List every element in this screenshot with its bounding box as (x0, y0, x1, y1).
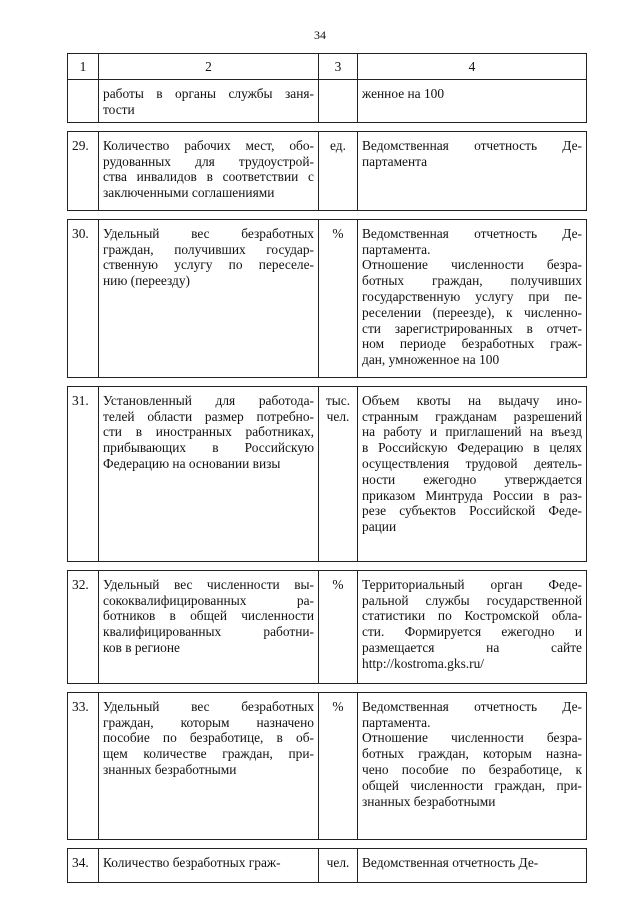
row-gap-cell (99, 683, 319, 692)
indicator-name-line: Федерацию на основании визы (103, 455, 281, 471)
row-gap (68, 683, 587, 692)
source-line: странным гражданам разрешений (362, 408, 582, 424)
indicator-name-line: нию (переезду) (103, 273, 191, 289)
source-line: Ведомственная отчетность Де- (362, 137, 582, 153)
unit-cell: % (319, 692, 358, 839)
indicator-name-line: заключенными соглашениями (103, 185, 275, 201)
row-gap (68, 377, 587, 386)
source-line: сти. Формируется ежегодно и (362, 624, 582, 640)
source-line: ботных граждан, которым назна- (362, 746, 582, 762)
row-gap-cell (68, 839, 99, 848)
row-gap-cell (358, 377, 587, 386)
source-line: ном периоде безработных граж- (362, 336, 582, 352)
source-line: партамента. (362, 714, 431, 730)
row-gap-cell (68, 683, 99, 692)
source-line: Ведомственная отчетность Де- (362, 698, 582, 714)
indicator-name-line: сти в иностранных работниках, (103, 424, 314, 440)
source-cell (358, 386, 587, 561)
indicator-name-cell (99, 692, 319, 839)
row-number: 32. (68, 570, 99, 683)
source-line: ности ежегодно утверждается (362, 471, 582, 487)
row-number: 34. (68, 848, 99, 882)
source-line: рации (362, 519, 397, 535)
row-gap-cell (319, 377, 358, 386)
unit-cell: ед. (319, 131, 358, 210)
source-line: статистики по Костромской обла- (362, 608, 582, 624)
table-row (68, 131, 587, 210)
source-line: Отношение численности безра- (362, 257, 582, 273)
indicator-name-line: ственную услугу по переселе- (103, 257, 314, 273)
row-gap (68, 210, 587, 219)
source-line: Ведомственная отчетность Де- (362, 225, 582, 241)
source-line: знанных безработными (362, 793, 496, 809)
indicator-name-line: Установленный для работода- (103, 392, 314, 408)
unit-cell: чел. (319, 848, 358, 882)
row-number: 31. (68, 386, 99, 561)
unit-cell: % (319, 219, 358, 377)
source-cell (358, 131, 587, 210)
row-number (68, 79, 99, 122)
source-cell (358, 848, 587, 882)
source-line: на работу и приглашений на въезд (362, 424, 582, 440)
row-gap-cell (358, 683, 587, 692)
indicator-name-line: щем количестве граждан, при- (103, 746, 314, 762)
source-line: резе субъектов Российской Феде- (362, 503, 582, 519)
row-gap-cell (319, 210, 358, 219)
row-gap-cell (319, 122, 358, 131)
unit-cell (319, 79, 358, 122)
row-gap-cell (319, 839, 358, 848)
indicator-name-cell (99, 848, 319, 882)
table-row (68, 692, 587, 839)
header-col-1: 1 (68, 54, 99, 80)
table-header-row (68, 54, 587, 80)
table-row (68, 219, 587, 377)
row-gap (68, 561, 587, 570)
source-line: дан, умноженное на 100 (362, 352, 500, 368)
indicator-name-line: граждан, получивших государ- (103, 241, 314, 257)
indicator-name-line: знанных безработными (103, 761, 237, 777)
source-cell (358, 79, 587, 122)
row-gap-cell (99, 561, 319, 570)
indicator-name-line: телей области размер потребно- (103, 408, 314, 424)
source-line: общей численности граждан, при- (362, 777, 582, 793)
indicator-name-line: тости (103, 101, 135, 117)
source-line: размещается на сайте (362, 639, 582, 655)
table-row (68, 570, 587, 683)
header-col-2: 2 (99, 54, 319, 80)
indicator-name-line: ства инвалидов в соответствии с (103, 169, 314, 185)
indicator-name-line: Количество рабочих мест, обо- (103, 137, 314, 153)
row-gap-cell (68, 122, 99, 131)
row-gap-cell (358, 210, 587, 219)
indicator-name-line: граждан, которым назначено (103, 714, 314, 730)
source-line: http://kostroma.gks.ru/ (362, 655, 484, 671)
source-line: партамента. (362, 241, 431, 257)
row-gap-cell (358, 561, 587, 570)
table-row (68, 79, 587, 122)
indicator-name-line: сококвалифицированных ра- (103, 592, 314, 608)
row-gap-cell (358, 122, 587, 131)
indicator-name-line: квалифицированных работни- (103, 624, 314, 640)
row-gap-cell (68, 561, 99, 570)
source-line: женное на 100 (362, 85, 445, 101)
row-gap-cell (99, 210, 319, 219)
source-line: в Российскую Федерацию в целях (362, 440, 582, 456)
row-gap-cell (319, 683, 358, 692)
table-row (68, 386, 587, 561)
row-gap-cell (99, 122, 319, 131)
indicator-name-line: рудованных для трудоустрой- (103, 153, 314, 169)
source-line: Территориальный орган Феде- (362, 576, 582, 592)
row-gap-cell (68, 377, 99, 386)
table-row (68, 848, 587, 882)
row-number: 33. (68, 692, 99, 839)
page-number: 34 (314, 28, 326, 42)
source-cell (358, 570, 587, 683)
row-gap (68, 839, 587, 848)
indicator-name-cell (99, 131, 319, 210)
row-gap (68, 122, 587, 131)
source-cell (358, 219, 587, 377)
header-col-4: 4 (358, 54, 587, 80)
indicator-name-line: Удельный вес численности вы- (103, 576, 314, 592)
unit-cell: тыс. чел. (319, 386, 358, 561)
unit-cell: % (319, 570, 358, 683)
indicator-name-line: пособие по безработице, в об- (103, 730, 314, 746)
source-line: ботных граждан, получивших (362, 273, 582, 289)
row-number: 29. (68, 131, 99, 210)
source-line: осуществления трудовой деятель- (362, 455, 582, 471)
source-cell (358, 692, 587, 839)
row-gap-cell (358, 839, 587, 848)
row-number: 30. (68, 219, 99, 377)
header-col-3: 3 (319, 54, 358, 80)
source-line: Отношение численности безра- (362, 730, 582, 746)
source-line: приказом Минтруда России в раз- (362, 487, 582, 503)
indicator-name-cell (99, 386, 319, 561)
row-gap-cell (99, 839, 319, 848)
row-gap-cell (99, 377, 319, 386)
indicator-name-line: Удельный вес безработных (103, 698, 314, 714)
source-line: сти зарегистрированных в отчет- (362, 320, 582, 336)
indicators-table (67, 53, 587, 883)
indicator-name-line: ков в регионе (103, 639, 180, 655)
source-line: государственную услугу при пе- (362, 288, 582, 304)
source-line: Объем квоты на выдачу ино- (362, 392, 582, 408)
row-gap-cell (319, 561, 358, 570)
source-line: чено пособие по безработице, к (362, 761, 582, 777)
source-line: партамента (362, 153, 428, 169)
indicator-name-cell (99, 79, 319, 122)
indicator-name-line: ботников в общей численности (103, 608, 314, 624)
source-line: ральной службы государственной (362, 592, 582, 608)
indicator-name-cell (99, 570, 319, 683)
indicator-name-line: Удельный вес безработных (103, 225, 314, 241)
indicator-name-cell (99, 219, 319, 377)
indicator-name-line: Количество безработных граж- (103, 854, 281, 870)
row-gap-cell (68, 210, 99, 219)
source-line: Ведомственная отчетность Де- (362, 854, 539, 870)
indicator-name-line: работы в органы службы заня- (103, 85, 314, 101)
source-line: реселении (переезде), к численно- (362, 304, 582, 320)
indicator-name-line: прибывающих в Российскую (103, 440, 314, 456)
